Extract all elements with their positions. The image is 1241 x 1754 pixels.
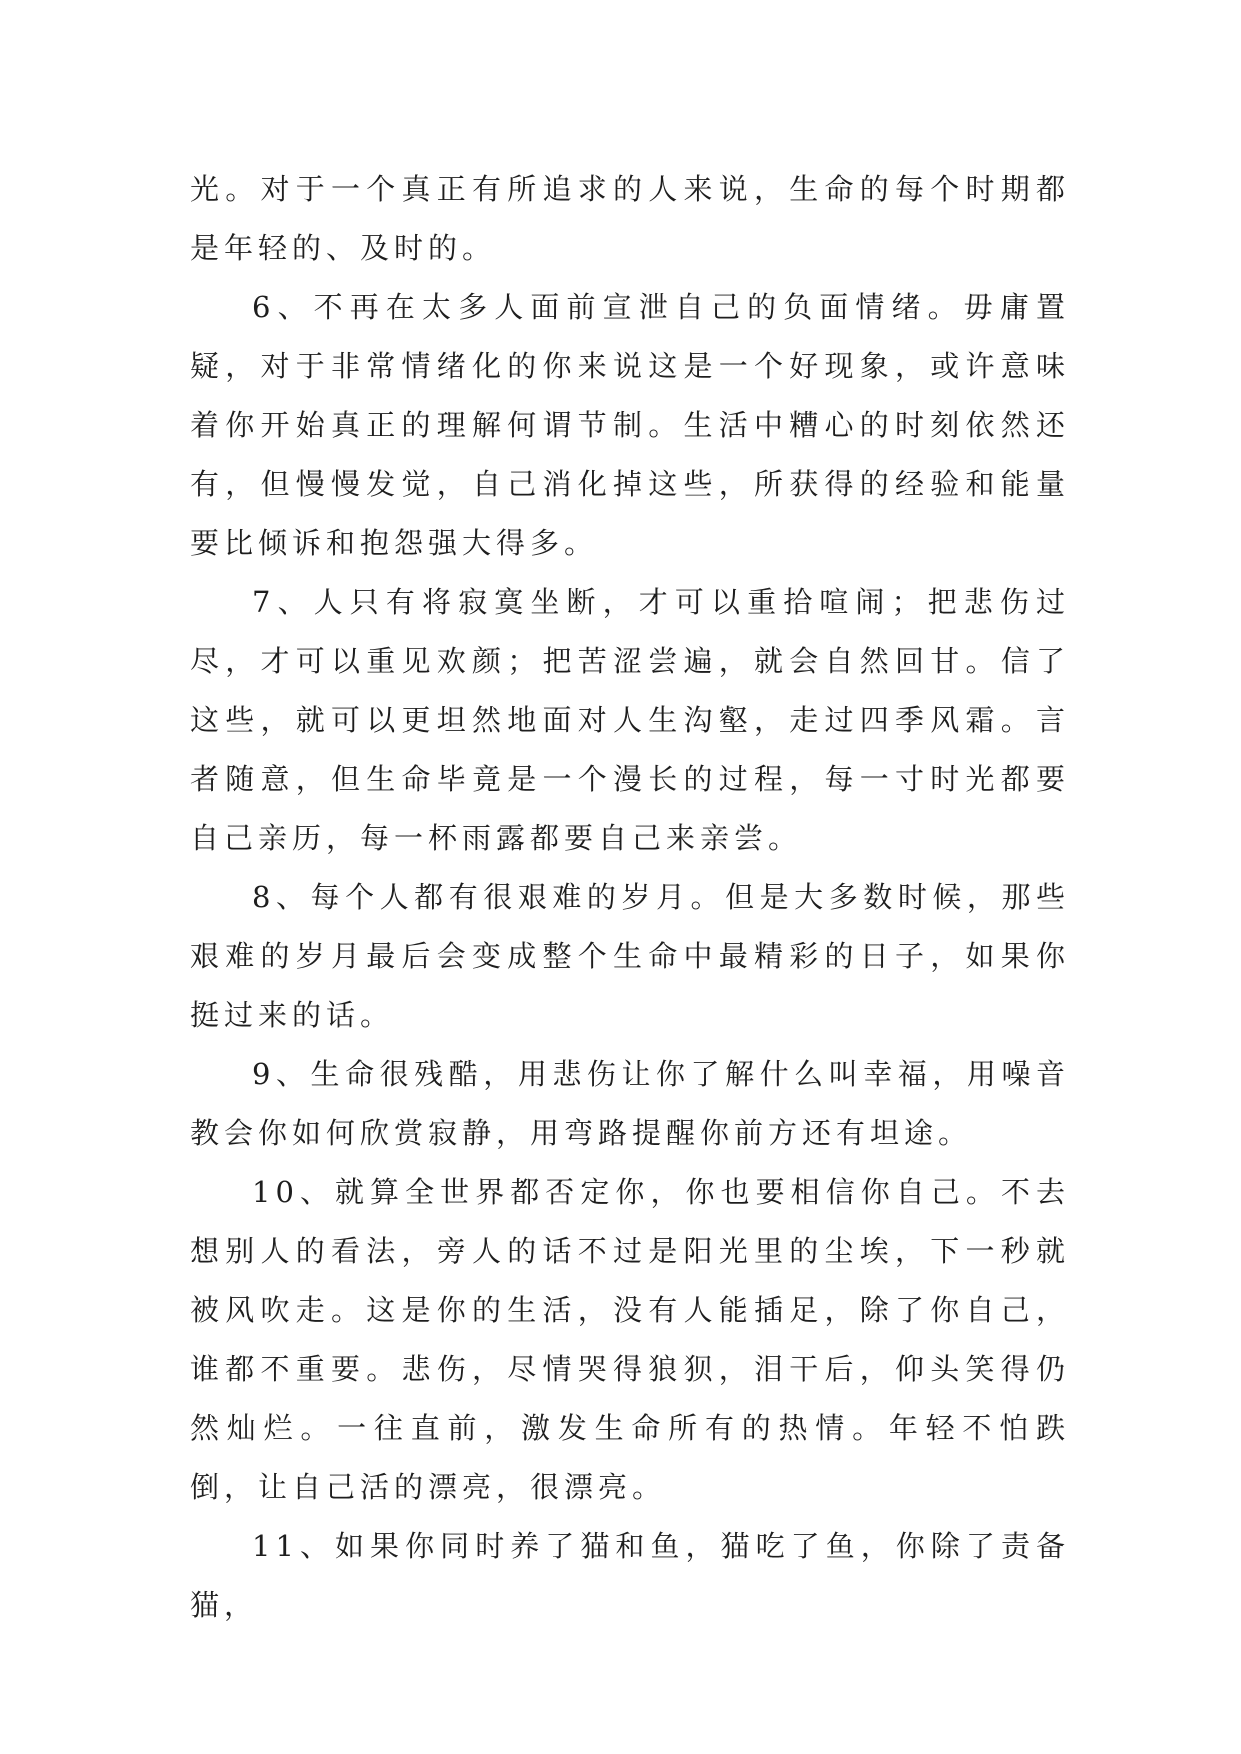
paragraph-11: 11、如果你同时养了猫和鱼，猫吃了鱼，你除了责备猫，: [190, 1529, 1070, 1622]
paragraph-8: 8、每个人都有很艰难的岁月。但是大多数时候，那些艰难的岁月最后会变成整个生命中最精彩的日子，如果你挺过来的话。: [190, 880, 1070, 1032]
paragraph-continuation: 光。对于一个真正有所追求的人来说，生命的每个时期都是年轻的、及时的。: [190, 172, 1070, 265]
paragraph-10: 10、就算全世界都否定你，你也要相信你自己。不去想别人的看法，旁人的话不过是阳光里的尘埃，下一秒就被风吹走。这是你的生活，没有人能插足，除了你自己，谁都不重要。悲伤，尽情哭得狼狈，泪干后，仰头笑得仍然灿烂。一往直前，激发生命所有的热情。年轻不怕跌倒，让自己活的漂亮，很漂亮。: [190, 1175, 1070, 1504]
paragraph-6: 6、不再在太多人面前宣泄自己的负面情绪。毋庸置疑，对于非常情绪化的你来说这是一个好现象，或许意味着你开始真正的理解何谓节制。生活中糟心的时刻依然还有，但慢慢发觉，自己消化掉这些，所获得的经验和能量要比倾诉和抱怨强大得多。: [190, 290, 1070, 560]
paragraph-9: 9、生命很残酷，用悲伤让你了解什么叫幸福，用噪音教会你如何欣赏寂静，用弯路提醒你前方还有坦途。: [190, 1057, 1070, 1150]
document-body: [190, 160, 1070, 1635]
paragraph-7: 7、人只有将寂寞坐断，才可以重拾喧闹；把悲伤过尽，才可以重见欢颜；把苦涩尝遍，就会自然回甘。信了这些，就可以更坦然地面对人生沟壑，走过四季风霜。言者随意，但生命毕竟是一个漫长的过程，每一寸时光都要自己亲历，每一杯雨露都要自己来亲尝。: [190, 585, 1070, 855]
